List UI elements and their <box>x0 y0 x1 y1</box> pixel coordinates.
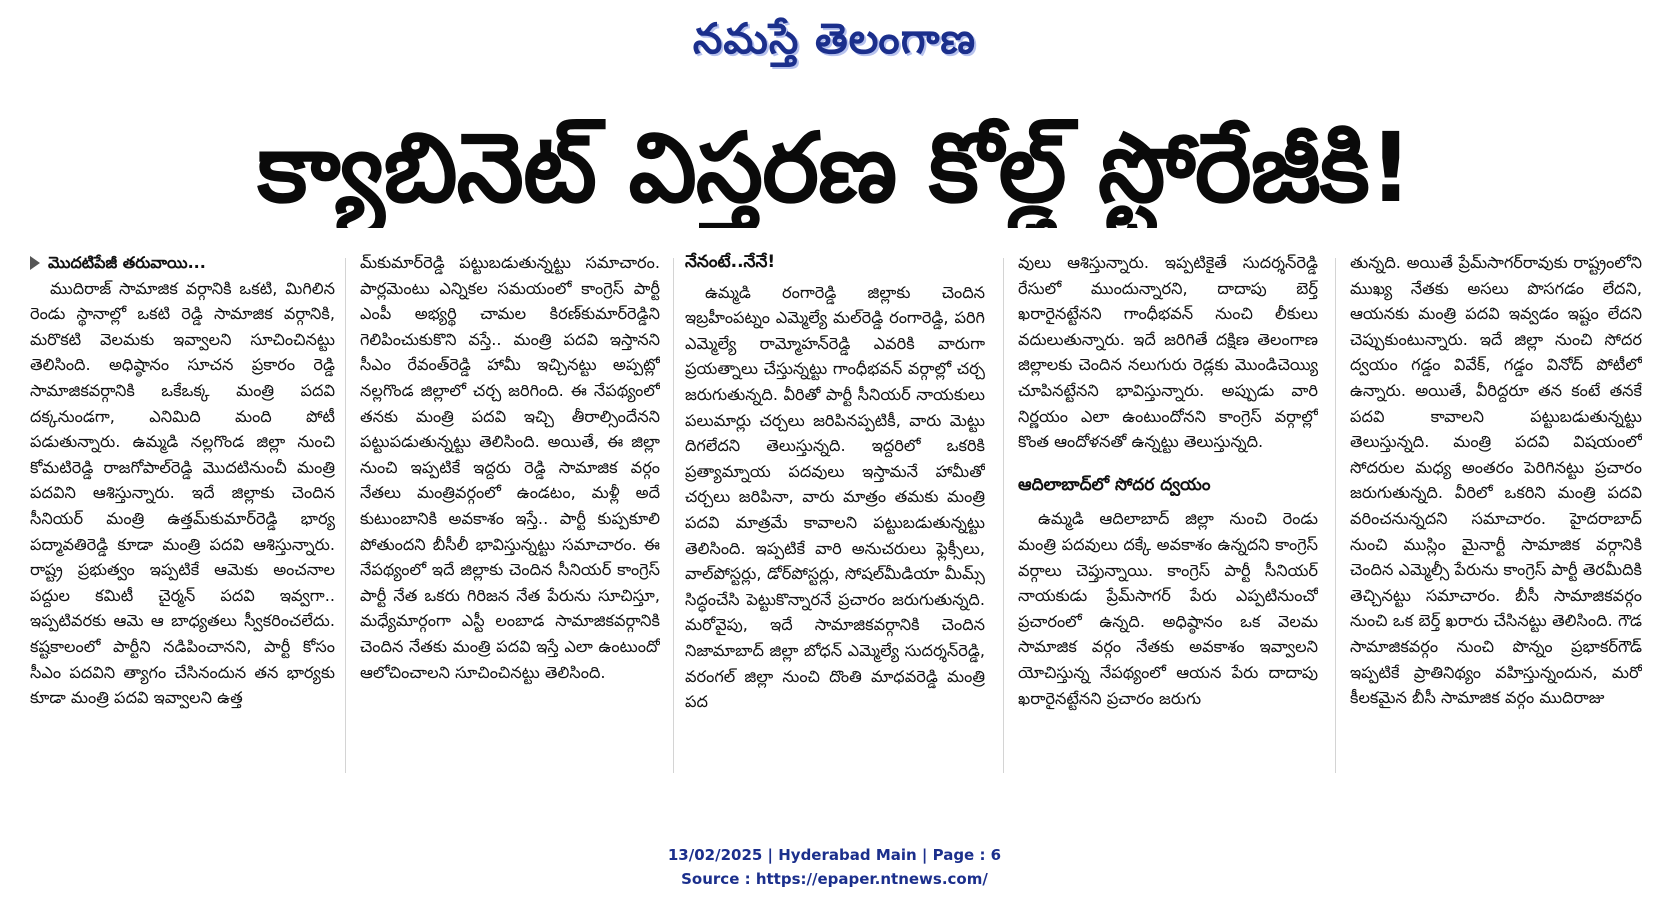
column-4-text-2: ఉమ్మడి ఆదిలాబాద్ జిల్లా నుంచి రెండు మంత్రి పదవులు దక్కే అవకాశం ఉన్నదని కాంగ్రెస్ వర్గాలు చెప్తున్నాయి. కాంగ్రెస్ పార్టీ సీనియర్ నాయకుడు ప్రేమ్‌సాగర్ పేరు ఎప్పటినుంచో ప్రచారంలో ఉన్నది. అధిష్ఠానం ఒక వెలమ సామాజిక వర్గం నేతకు అవకాశం ఇవ్వాలని యోచిస్తున్న నేపథ్యంలో ఆయన పేరు దాదాపు ఖరారైనట్టేనని ప్రచారం జరుగు <box>1018 509 1318 708</box>
masthead-logo: నమస్తే తెలంగాణ <box>692 14 977 63</box>
article-column-2 <box>360 250 660 780</box>
article-column-4 <box>1018 250 1318 780</box>
article-column-5 <box>1350 250 1642 780</box>
subheading-adilabad: ఆదిలాబాద్‌లో సోదర ద్వయం <box>1018 474 1211 495</box>
footer-date-edition: 13/02/2025 | Hyderabad Main | Page : 6 <box>667 846 1002 864</box>
continued-marker <box>30 250 335 276</box>
subheading-nenante: నేనంటే..నేనే! <box>685 252 776 272</box>
continued-label: మొదటిపేజీ తరువాయి... <box>48 253 206 272</box>
column-2-text: మ్‌కుమార్‌రెడ్డి పట్టుబడుతున్నట్టు సమాచారం. పార్లమెంటు ఎన్నికల సమయంలో కాంగ్రెస్ పార్టీ ఎంపీ అభ్యర్థి చామల కిరణ్‌కుమార్‌రెడ్డిని గెలిపించుకుకొని వస్తే.. మంత్రి పదవి ఇస్తానని సీఎం రేవంత్‌రెడ్డి హామీ ఇచ్చినట్టు అప్పట్లో నల్లగొండ జిల్లాలో చర్చ జరిగింది. ఈ నేపథ్యంలో తనకు మంత్రి పదవి ఇచ్చి తీరాల్సిందేనని పట్టుపడుతున్నట్టు తెలిసింది. అయితే, ఈ జిల్లా నుంచి ఇప్పటికే ఇద్దరు రెడ్డి సామాజిక వర్గం నేతలు మంత్రివర్గంలో ఉండటం, మళ్లీ అదే కుటుంబానికి అవకాశం ఇస్తే.. పార్టీ కుప్పకూలి పోతుందని బీసీలీ భావిస్తున్నట్టు సమాచారం. ఈ నేపథ్యంలో ఇదే జిల్లాకు చెందిన సీనియర్ కాంగ్రెస్ పార్టీ నేత ఒకరు గిరిజన నేత పేరును సూచిస్తూ, మధ్యేమార్గంగా ఎస్టీ లంబాడ సామాజికవర్గానికి చెందిన నేతకు మంత్రి పదవి ఇస్తే ఎలా ఉంటుందో ఆలోచించాలని సూచించినట్టు తెలిసింది. <box>360 253 660 682</box>
column-1-text: ముదిరాజ్ సామాజిక వర్గానికి ఒకటి, మిగిలిన రెండు స్థానాల్లో ఒకటి రెడ్డి సామాజిక వర్గానికి, మరొకటి వెలమకు ఇవ్వాలని సూచించినట్టు తెలిసింది. అధిష్ఠానం సూచన ప్రకారం రెడ్డి సామాజికవర్గానికి ఒకేఒక్క మంత్రి పదవి దక్కనుండగా, ఎనిమిది మంది పోటీ పడుతున్నారు. ఉమ్మడి నల్లగొండ జిల్లా నుంచి కోమటిరెడ్డి రాజగోపాల్‌రెడ్డి మొదటినుంచీ మంత్రి పదవిని ఆశిస్తున్నారు. ఇదే జిల్లాకు చెందిన సీనియర్ మంత్రి ఉత్తమ్‌కుమార్‌రెడ్డి భార్య పద్మావతిరెడ్డి కూడా మంత్రి పదవి ఆశిస్తున్నారు. రాష్ట్ర ప్రభుత్వం ఇప్పటికే ఆమెకు అంచనాల పద్దుల కమిటీ చైర్మన్ పదవి ఇవ్వగా.. ఇప్పటివరకు ఆమె ఆ బాధ్యతలు స్వీకరించలేదు. కష్టకాలంలో పార్టీని నడిపించానని, పార్టీ కోసం సీఎం పదవిని త్యాగం చేసినందున తన భార్యకు కూడా మంత్రి పదవి ఇవ్వాలని ఉత్త <box>30 278 335 708</box>
chevron-right-icon <box>30 256 40 270</box>
column-3-text: ఉమ్మడి రంగారెడ్డి జిల్లాకు చెందిన ఇబ్రహీంపట్నం ఎమ్మెల్యే మల్‌రెడ్డి రంగారెడ్డి, పరిగి ఎమ్మెల్యే రామ్మోహన్‌రెడ్డి ఎవరికి వారుగా ప్రయత్నాలు చేస్తున్నట్టు గాంధీభవన్ వర్గాల్లో చర్చ జరుగుతున్నది. వీరితో పార్టీ సీనియర్ నాయకులు పలుమార్లు చర్చలు జరిపినప్పటికీ, వారు మెట్టు దిగలేదని తెలుస్తున్నది. ఇద్దరిలో ఒకరికి ప్రత్యామ్నాయ పదవులు ఇస్తామనే హామీతో చర్చలు జరిపినా, వారు మాత్రం తమకు మంత్రి పదవి మాత్రమే కావాలని పట్టుబడుతున్నట్టు తెలిసింది. ఇప్పటికే వారి అనుచరులు ఫ్లెక్సీలు, వాల్‌పోస్టర్లు, డోర్‌పోస్టర్లు, సోషల్‌మీడియా మీమ్స్ సిద్ధంచేసి పెట్టుకొన్నారనే ప్రచారం జరుగుతున్నది. మరోవైపు, ఇదే సామాజికవర్గానికి చెందిన నిజామాబాద్ జిల్లా బోధన్ ఎమ్మెల్యే సుదర్శన్‌రెడ్డి, వరంగల్ జిల్లా నుంచి దొంతి మాధవరెడ్డి మంత్రి పద <box>685 282 985 712</box>
headline: క్యాబినెట్ విస్తరణ కోల్డ్ స్టోరేజీకి! <box>257 112 1412 224</box>
article-column-1 <box>30 250 335 780</box>
article-body <box>30 250 1640 780</box>
article-column-3 <box>685 250 985 780</box>
column-5-text: తున్నది. అయితే ప్రేమ్‌సాగర్‌రావుకు రాష్ట్రంలోని ముఖ్య నేతకు అసలు పొసగడం లేదని, ఆయనకు మంత్రి పదవి ఇవ్వడం ఇష్టం లేదని చెప్పుకుంటున్నారు. ఇదే జిల్లా నుంచి సోదర ద్వయం గడ్డం వివేక్, గడ్డం వినోద్ పోటీలో ఉన్నారు. అయితే, వీరిద్దరూ తన కంటే తనకే పదవి కావాలని పట్టుబడుతున్నట్టు తెలుస్తున్నది. మంత్రి పదవి విషయంలో సోదరుల మధ్య అంతరం పెరిగినట్టు ప్రచారం జరుగుతున్నది. వీరిలో ఒకరిని మంత్రి పదవి వరించనున్నదని సమాచారం. హైదరాబాద్ నుంచి ముస్లిం మైనార్టీ సామాజిక వర్గానికి చెందిన ఎమ్మెల్సీ పేరును కాంగ్రెస్ పార్టీ తెరమీదికి తెచ్చినట్టు సమాచారం. బీసీ సామాజికవర్గం నుంచి ఒక బెర్త్ ఖరారు చేసినట్టు తెలిసింది. గౌడ సామాజికవర్గం నుంచి పొన్నం ప్రభాకర్‌గౌడ్ ఇప్పటికే ప్రాతినిథ్యం వహిస్తున్నందున, మరో కీలకమైన బీసీ సామాజిక వర్గం ముదిరాజు <box>1350 253 1642 708</box>
column-4-text-1: వులు ఆశిస్తున్నారు. ఇప్పటికైతే సుదర్శన్‌రెడ్డి రేసులో ముందున్నారని, దాదాపు బెర్త్ ఖరారైనట్టేనని గాంధీభవన్ నుంచి లీకులు వదులుతున్నారు. ఇదే జరిగితే దక్షిణ తెలంగాణ జిల్లాలకు చెందిన నలుగురు రెడ్లకు మొండిచెయ్యి చూపినట్టేనని భావిస్తున్నారు. అప్పుడు వారి నిర్ణయం ఎలా ఉంటుందోనని కాంగ్రెస్ వర్గాల్లో కొంత ఆందోళనతో ఉన్నట్టు తెలుస్తున్నది. <box>1018 253 1318 452</box>
footer-source: Source : https://epaper.ntnews.com/ <box>681 870 988 888</box>
